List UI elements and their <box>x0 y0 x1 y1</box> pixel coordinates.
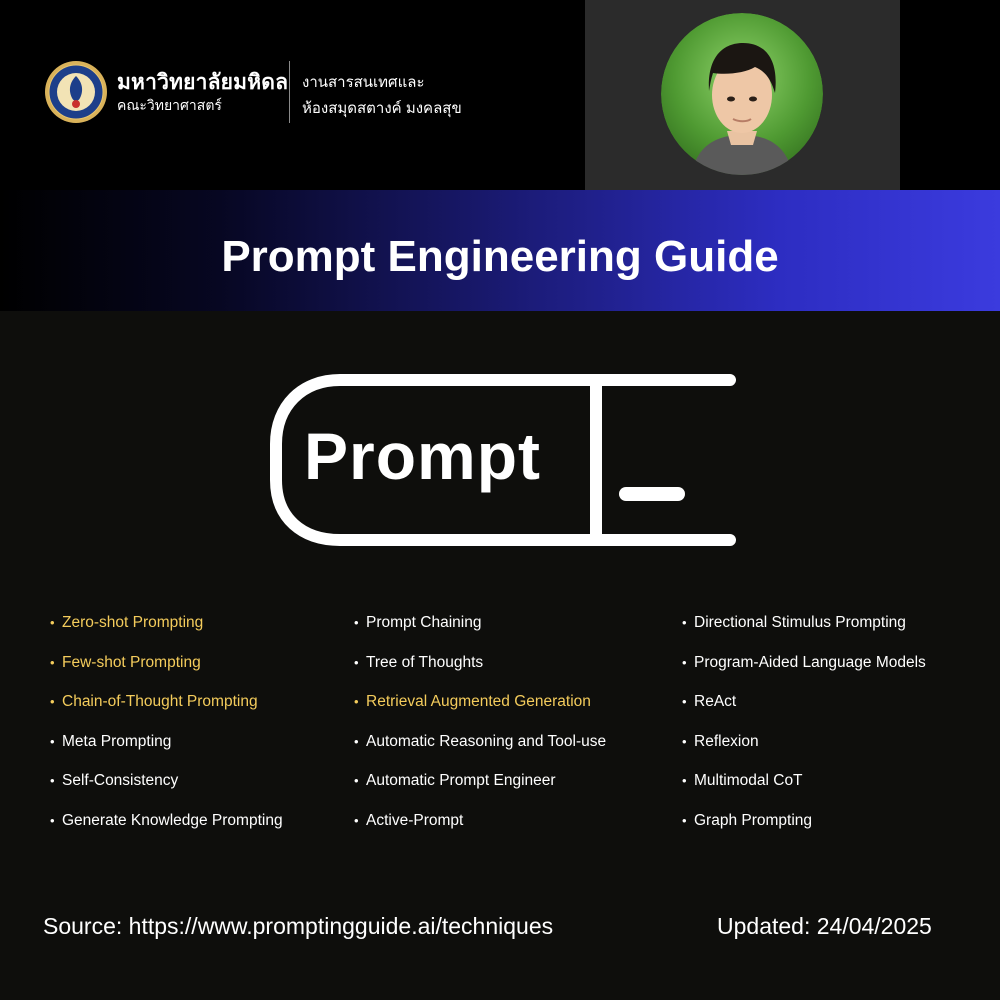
technique-item: • Meta Prompting <box>50 731 283 771</box>
technique-item: • Automatic Reasoning and Tool-use <box>354 731 606 771</box>
technique-item: • Graph Prompting <box>682 810 926 850</box>
technique-item: • Chain-of-Thought Prompting <box>50 691 283 731</box>
technique-item: • Active-Prompt <box>354 810 606 850</box>
technique-item: • Generate Knowledge Prompting <box>50 810 283 850</box>
updated-date: Updated: 24/04/2025 <box>717 913 932 939</box>
university-name: มหาวิทยาลัยมหิดล <box>117 71 289 94</box>
technique-item: • Reflexion <box>682 731 926 771</box>
technique-item: • Prompt Chaining <box>354 612 606 652</box>
technique-item: • Directional Stimulus Prompting <box>682 612 926 652</box>
technique-item: • Multimodal CoT <box>682 770 926 810</box>
department-name-line1: งานสารสนเทศและ <box>302 74 425 91</box>
technique-list-column-3 <box>682 612 926 850</box>
person-avatar <box>661 13 823 175</box>
page-title: Prompt Engineering Guide <box>221 232 779 281</box>
technique-list-column-2 <box>354 612 606 850</box>
faculty-name: คณะวิทยาศาสตร์ <box>117 97 222 113</box>
logo-divider <box>289 61 290 123</box>
technique-item: • Program-Aided Language Models <box>682 652 926 692</box>
technique-list-column-1 <box>50 612 283 850</box>
technique-item: • Tree of Thoughts <box>354 652 606 692</box>
source-link-text: Source: https://www.promptingguide.ai/techniques <box>43 913 554 939</box>
technique-item: • ReAct <box>682 691 926 731</box>
technique-item: • Few-shot Prompting <box>50 652 283 692</box>
technique-item: • Automatic Prompt Engineer <box>354 770 606 810</box>
prompt-word: Prompt <box>304 419 541 493</box>
technique-item: • Zero-shot Prompting <box>50 612 283 652</box>
technique-item: • Self-Consistency <box>50 770 283 810</box>
department-name-line2: ห้องสมุดสตางค์ มงคลสุข <box>302 100 462 117</box>
university-seal-icon <box>44 60 108 124</box>
technique-item: • Retrieval Augmented Generation <box>354 691 606 731</box>
